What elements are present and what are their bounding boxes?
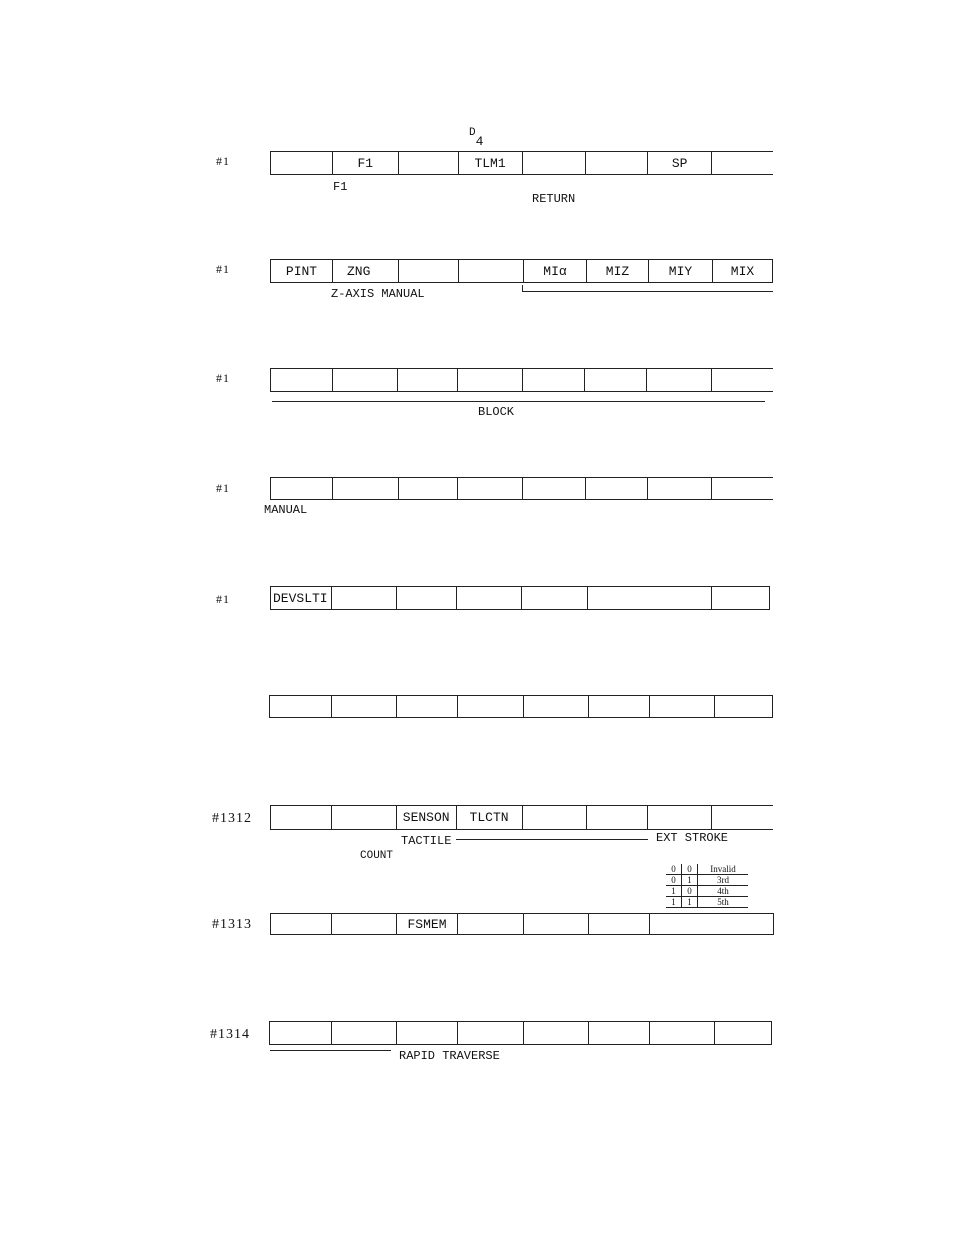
bit-cell: ZNG [333,260,399,282]
table-cell: 1 [682,875,698,886]
bit-cell [271,369,333,391]
table-row [666,897,748,908]
bit-cell [587,806,648,829]
bit-cell [523,478,587,499]
bit-cell [715,696,772,717]
truth-table [666,864,748,908]
bit-cell [271,152,333,174]
note-zaxis-manual: Z-AXIS MANUAL [331,287,425,301]
bit-cell: MIY [649,260,713,282]
register-row-1312 [270,805,773,830]
param-label-2: #1 [216,262,230,276]
table-row [666,875,748,886]
d4-sup: D [469,127,476,139]
bit-cell [586,478,648,499]
param-label-1: #1 [216,154,230,168]
bit-cell: SENSON [397,806,457,829]
bit-cell [648,806,712,829]
note-f1: F1 [333,180,348,194]
register-row-4 [270,477,773,500]
note-manual: MANUAL [264,503,308,517]
register-row-6 [269,695,773,718]
bit-cell: F1 [333,152,399,174]
note-return: RETURN [532,192,576,206]
bit-cell [271,914,332,934]
param-label-1313: #1313 [212,917,252,932]
bit-cell: MIZ [587,260,649,282]
bit-cell [712,369,773,391]
register-row-1314 [269,1021,772,1045]
bit-cell [270,1022,332,1044]
table-cell: 3rd [698,875,749,886]
bit-cell: DEVSLTI [271,587,332,609]
table-cell: 0 [666,875,682,886]
d4-label [469,126,484,149]
register-row-1 [270,151,773,175]
param-label-3: #1 [216,371,230,385]
bit-cell [397,587,457,609]
param-label-1312: #1312 [212,811,252,826]
bit-cell [589,696,650,717]
d4-sub: 4 [475,134,484,149]
bit-cell [712,806,773,829]
bit-cell: TLCTN [457,806,523,829]
bit-cell: SP [648,152,712,174]
bit-cell [524,914,589,934]
register-row-5 [270,586,770,610]
bit-cell [333,478,399,499]
brace-line [522,291,773,292]
bit-cell [589,914,650,934]
brace-line [270,1050,391,1051]
register-row-1313 [270,913,774,935]
table-cell: 0 [682,864,698,875]
bit-cell [647,369,712,391]
bit-cell [399,152,459,174]
table-cell: 0 [682,886,698,897]
bit-cell [524,1022,589,1044]
table-row [666,864,748,875]
bit-cell [523,806,588,829]
bit-cell [271,478,333,499]
table-cell: 0 [666,864,682,875]
bit-cell: FSMEM [397,914,458,934]
note-tactile: TACTILE [401,834,452,848]
bit-cell [524,696,589,717]
table-cell: 5th [698,897,749,908]
bit-cell [522,587,588,609]
table-cell: 1 [682,897,698,908]
param-label-1314: #1314 [210,1027,250,1042]
bit-cell [586,152,648,174]
bit-cell [458,369,523,391]
bit-cell [270,696,332,717]
bit-cell [459,260,524,282]
param-label-4: #1 [216,481,230,495]
bit-cell [333,369,398,391]
bit-cell: PINT [271,260,333,282]
table-cell: Invalid [698,864,749,875]
note-block: BLOCK [478,405,515,419]
param-label-5: #1 [216,592,230,606]
bit-cell [712,478,773,499]
bit-cell [398,369,458,391]
bit-cell: TLM1 [459,152,523,174]
bit-cell [712,587,769,609]
bit-cell [397,1022,458,1044]
table-cell: 1 [666,897,682,908]
bit-cell [457,587,522,609]
bit-cell [650,696,715,717]
bit-cell [523,152,587,174]
bit-cell [397,696,458,717]
brace-line [272,401,765,402]
bit-cell [271,806,332,829]
bit-cell [712,152,773,174]
note-count: COUNT [360,850,394,862]
register-row-2 [270,259,773,283]
bit-cell [650,914,773,934]
bit-cell [458,1022,524,1044]
bit-cell [650,1022,715,1044]
bit-cell [332,914,397,934]
bit-cell [458,696,524,717]
table-row [666,886,748,897]
register-row-3 [270,368,773,392]
bit-cell [588,587,712,609]
bit-cell: MIα [524,260,587,282]
table-cell: 1 [666,886,682,897]
bit-cell [399,478,458,499]
table-cell: 4th [698,886,749,897]
bit-cell [458,914,524,934]
bit-cell [589,1022,650,1044]
bit-cell [715,1022,771,1044]
bit-cell [648,478,712,499]
bit-cell [523,369,586,391]
bit-cell [399,260,459,282]
bit-cell [332,696,397,717]
bit-cell: MIX [730,263,755,279]
bit-cell [332,587,397,609]
brace-line [456,839,648,840]
note-rapid-traverse: RAPID TRAVERSE [399,1049,500,1063]
bit-cell [585,369,647,391]
bit-cell [332,1022,397,1044]
bit-cell [332,806,397,829]
bit-cell [458,478,523,499]
note-ext-stroke: EXT STROKE [656,831,729,845]
brace-tick [522,285,523,291]
